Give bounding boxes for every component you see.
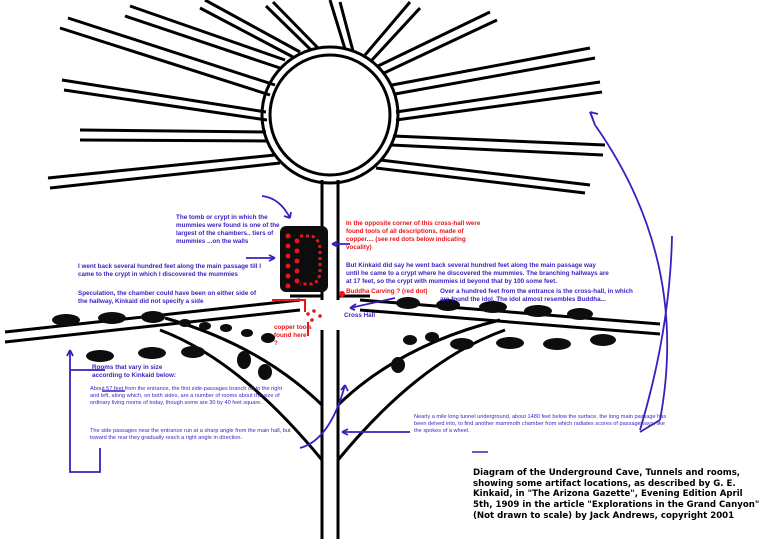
- speculation-note: Speculation, the chamber could have been on either side of the hallway, Kinkaid did not specify a side: [78, 290, 257, 305]
- buddha-carving-note: Buddha Carving ? (red dot): [346, 288, 428, 295]
- rooms-vary-note: Rooms that vary in size according to Kinkaid below:: [92, 364, 176, 379]
- diagram-caption: [473, 468, 759, 522]
- central-chamber: [262, 47, 398, 183]
- radiating-passageways: [48, 0, 605, 193]
- caption-line: Kinkaid, in "The Arizona Gazette", Evening Edition April: [473, 489, 743, 500]
- copper-tools-note: copper tools found here ?: [274, 324, 312, 347]
- kinkaid-said-note: But Kinkaid did say he went back several hundred feet along the main passage way until he came to a crypt where he discovered the mummies. The branching hallways are at 17 feet, so the crypt with mummies id beyond that by 100 some feet.: [346, 262, 609, 285]
- cross-hall-label: Cross Hall: [344, 312, 376, 319]
- caption-line: 5th, 1909 in the article "Explorations in the Grand Canyon": [473, 500, 759, 511]
- mile-long-note: Nearly a mile long tunnel underground, about 1480 feet below the surface, the long main passage has been delved into, to find another mammoth chamber from which radiates scores of passageways, like the spokes of a wheel.: [414, 414, 667, 434]
- caption-line: (Not drawn to scale) by Jack Andrews, copyright 2001: [473, 510, 735, 521]
- idol-note: Over a hundred feet from the entrance is the cross-hall, in which are found the idol. The idol almost resembles Buddha...: [440, 288, 633, 303]
- went-back-quote: I went back several hundred feet along the main passage till I came to the crypt in which I discovered the mummies: [78, 263, 262, 278]
- caption-line: Diagram of the Underground Cave, Tunnels and rooms,: [473, 468, 741, 478]
- side-passages-note: About 57 feet from the entrance, the first side-passages branch off to the right and left, along which, on both sides, are a number of rooms about the size of ordinary living rooms of today, though some are 30 by 40 feet square.: [90, 386, 283, 406]
- tomb-note: The tomb or crypt in which the mummies were found is one of the largest of the chambers.. tiers of mummies ...on the walls: [176, 214, 280, 245]
- passage-angle-note: The side passages near the entrance run at a sharp angle from the main hall, but toward the rear they gradually reach a right angle in direction.: [90, 428, 291, 441]
- tomb-crypt: [280, 226, 328, 292]
- caption-line: showing some artifact locations, as described by G. E.: [473, 478, 736, 489]
- opposite-corner-note: In the opposite corner of this cross-hall were found tools of all descriptions, made of copper.... (see red dots below indicating vocality): [346, 220, 481, 251]
